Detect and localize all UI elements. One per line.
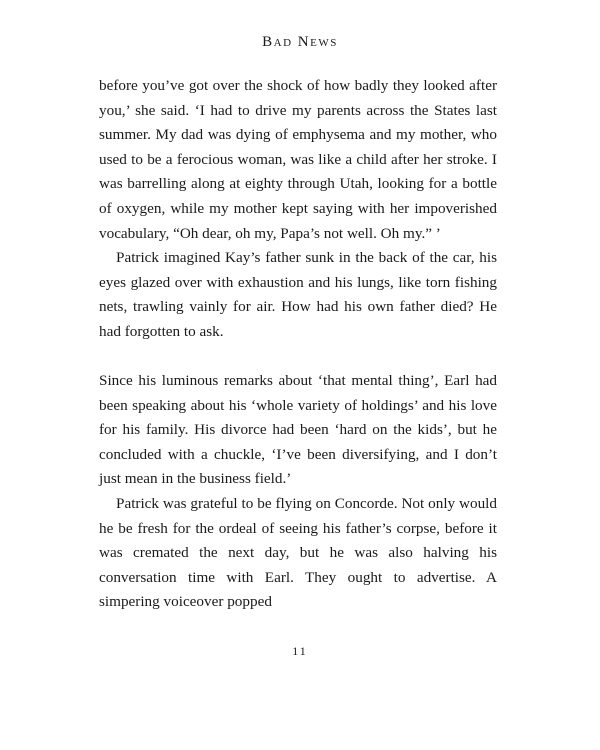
running-header: Bad News xyxy=(262,34,338,50)
paragraph: Patrick was grateful to be flying on Concorde. Not only would he be fresh for the ordeal of seeing his father’s corpse, before it was cremated the next day, but he was also halving his conversation time with Earl. They ought to advertise. A simpering voiceover popped xyxy=(99,494,497,611)
paragraph: before you’ve got over the shock of how badly they looked after you,’ she said. ‘I had to drive my parents across the States last summer. My dad was dying of emphysema and my mother, who used to be a ferocious woman, was like a child after her stroke. I was barrelling along at eighty through Utah, looking for a bottle of oxygen, while my mother kept saying with her impoverished vocabulary, “Oh dear, oh my, Papa’s not well. Oh my.” ’ xyxy=(99,77,497,242)
page-number: 11 xyxy=(292,644,308,658)
paragraph: Since his luminous remarks about ‘that mental thing’, Earl had been speaking about his ‘whole variety of holdings’ and his love for his family. His divorce had been ‘hard on the kids’, but he concluded with a chuckle, ‘I’ve been diversifying, and I don’t just mean in the business field.’ xyxy=(99,372,497,488)
paragraph: Patrick imagined Kay’s father sunk in the back of the car, his eyes glazed over with exhaustion and his lungs, like torn fishing nets, trawling vainly for air. How had his own father died? He had forgotten to ask. xyxy=(99,249,497,340)
text-section-2 xyxy=(99,369,497,615)
text-section-1 xyxy=(99,74,497,345)
